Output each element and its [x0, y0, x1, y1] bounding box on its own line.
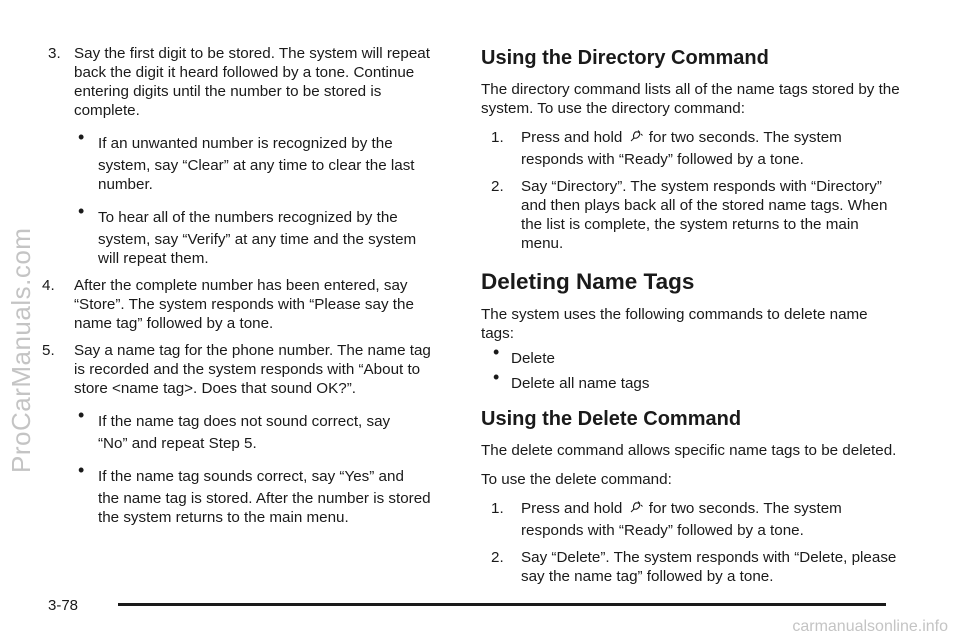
- footer-rule: [118, 603, 886, 606]
- step-text: After the complete number has been entered, say “Store”. The system responds with “Please say the name tag” followed by a tone.: [74, 277, 414, 332]
- right-column: [481, 46, 901, 594]
- delete-command-use: To use the delete command:: [481, 471, 672, 488]
- bullet-text-line1: If the name tag sounds correct, say “Yes” and: [98, 468, 404, 485]
- directory-step-2: [491, 177, 901, 253]
- bullet-text-line1: If the name tag does not sound correct, say: [98, 413, 391, 430]
- step-number: 2.: [491, 178, 504, 195]
- bullet-dot: •: [78, 127, 85, 147]
- bullet-dot: •: [493, 342, 500, 362]
- bullet-text-line1: If an unwanted number is recognized by the: [98, 135, 393, 152]
- voice-talk-icon: [629, 130, 643, 144]
- step-number: 2.: [491, 549, 504, 566]
- directory-intro: The directory command lists all of the name tags stored by the system. To use the directory command:: [481, 81, 900, 117]
- step-text-line1: [521, 128, 901, 147]
- step-text-line2: responds with “Ready” followed by a tone.: [521, 522, 804, 539]
- step-text-pre: Press and hold: [521, 500, 623, 517]
- bullet-delete-all: [481, 367, 901, 393]
- step-number: 4.: [42, 277, 55, 294]
- bullet-text-line1: To hear all of the numbers recognized by the: [98, 209, 398, 226]
- bullet-dot: •: [78, 405, 85, 425]
- bullet-text: Delete: [511, 350, 555, 367]
- step-text-post: for two seconds. The system: [648, 129, 842, 146]
- bullet-text-rest: “No” and repeat Step 5.: [98, 435, 257, 452]
- step-4: [42, 276, 438, 333]
- bullet-no: [48, 405, 438, 453]
- left-column: [42, 44, 438, 535]
- step-text: Say a name tag for the phone number. The name tag is recorded and the system responds with “About to store <name tag>. Does that sound OK?”.: [74, 342, 431, 397]
- bullet-yes: [48, 460, 438, 527]
- bullet-dot: •: [78, 460, 85, 480]
- bullet-text-rest: system, say “Clear” at any time to clear the last number.: [98, 157, 415, 193]
- bullet-dot: •: [78, 201, 85, 221]
- bullet-text-rest: the name tag is stored. After the number is stored the system returns to the main menu.: [98, 490, 431, 526]
- delete-step-2: [491, 548, 901, 586]
- heading-deleting-name-tags: Deleting Name Tags: [481, 269, 695, 294]
- step-3: [48, 44, 438, 120]
- bullet-verify: [48, 201, 438, 268]
- step-text: Say “Directory”. The system responds with “Directory” and then plays back all of the stored name tags. When the list is complete, the system returns to the main menu.: [521, 178, 888, 252]
- heading-delete-command: Using the Delete Command: [481, 408, 742, 430]
- step-text-post: for two seconds. The system: [648, 500, 842, 517]
- bullet-delete: [481, 342, 901, 368]
- directory-step-1: [491, 128, 901, 169]
- step-number: 5.: [42, 342, 55, 359]
- deleting-intro: The system uses the following commands to delete name tags:: [481, 306, 868, 342]
- bullet-clear: [48, 127, 438, 194]
- delete-command-intro: The delete command allows specific name tags to be deleted.: [481, 442, 897, 459]
- step-5: [42, 341, 438, 398]
- step-number: 1.: [491, 500, 504, 517]
- footer-site-watermark: carmanualsonline.info: [792, 618, 948, 635]
- step-text-pre: Press and hold: [521, 129, 623, 146]
- bullet-text-rest: system, say “Verify” at any time and the system will repeat them.: [98, 231, 417, 267]
- heading-directory-command: Using the Directory Command: [481, 47, 769, 69]
- delete-step-1: [491, 499, 901, 540]
- step-text: Say “Delete”. The system responds with “Delete, please say the name tag” followed by a tone.: [521, 549, 897, 585]
- step-text: Say the first digit to be stored. The system will repeat back the digit it heard followed by a tone. Continue entering digits until the number to be stored is complete.: [74, 45, 430, 119]
- step-number: 1.: [491, 129, 504, 146]
- step-number: 3.: [48, 45, 61, 62]
- watermark-procarmanuals: ProCarManuals.com: [6, 227, 36, 473]
- page-number: 3-78: [48, 597, 79, 614]
- step-text-line1: [521, 499, 901, 518]
- step-text-line2: responds with “Ready” followed by a tone.: [521, 151, 804, 168]
- voice-talk-icon: [629, 501, 643, 515]
- bullet-text: Delete all name tags: [511, 375, 650, 392]
- bullet-dot: •: [493, 367, 500, 387]
